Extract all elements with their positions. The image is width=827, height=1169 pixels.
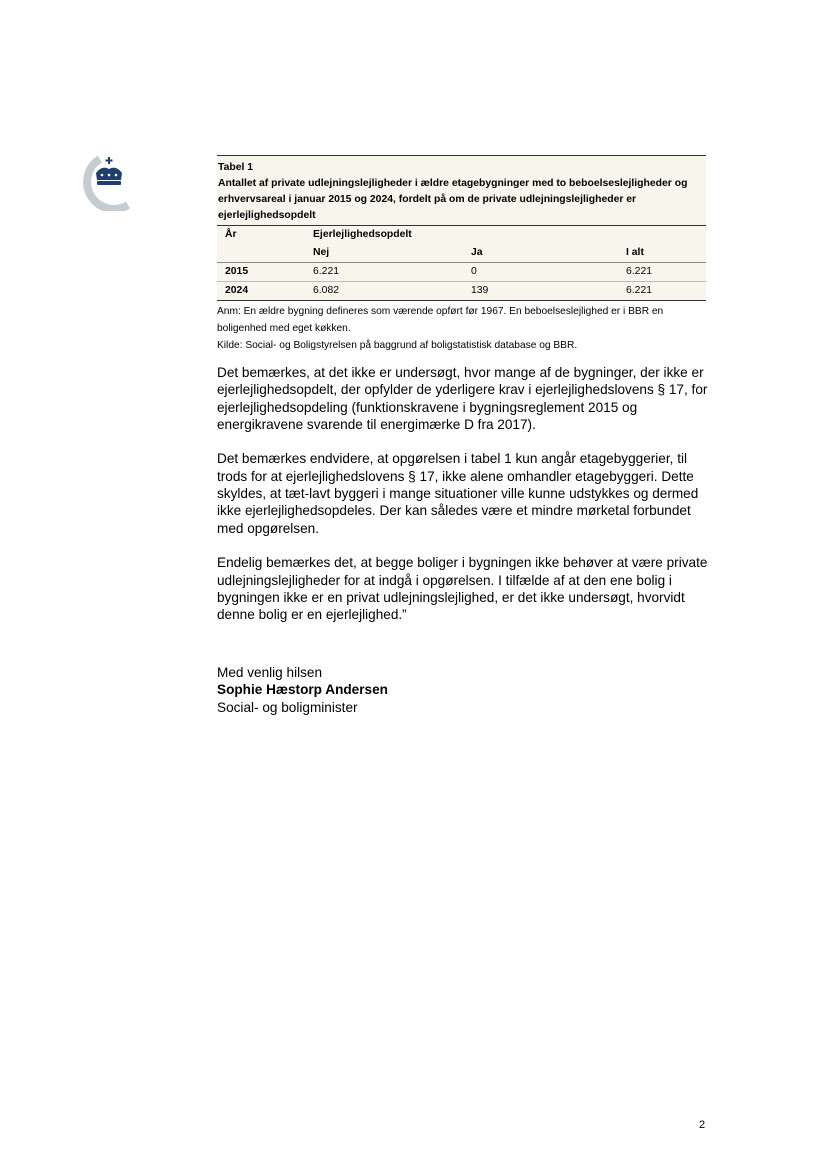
table-row bbox=[217, 263, 706, 282]
table-block bbox=[217, 155, 706, 354]
row-ialt: 6.221 bbox=[618, 263, 706, 282]
row-ja: 139 bbox=[463, 282, 618, 301]
greeting: Med venlig hilsen bbox=[217, 665, 323, 680]
signatory-name: Sophie Hæstorp Andersen bbox=[217, 682, 388, 698]
signatory-title: Social- og boligminister bbox=[217, 699, 358, 715]
header-year: År bbox=[225, 229, 237, 240]
table-notes bbox=[217, 303, 706, 354]
signature-block bbox=[217, 664, 388, 716]
row-nej: 6.221 bbox=[305, 263, 463, 282]
subheader-ialt: I alt bbox=[618, 244, 706, 263]
row-year: 2024 bbox=[217, 282, 305, 301]
paragraph: Det bemærkes, at det ikke er undersøgt, hvor mange af de bygninger, der ikke er ejerlejlighedsopdelt, der opfylder de yderligere krav i ejerlejlighedslovens § 17, for ejerlejlighedsopdeling (funktionskravene i bygningsreglement 2015 og energikravene svarende til energimærke D fra 2017). bbox=[217, 365, 708, 432]
table-row bbox=[217, 282, 706, 301]
row-nej: 6.082 bbox=[305, 282, 463, 301]
table-subheader-row bbox=[217, 244, 706, 263]
row-year: 2015 bbox=[217, 263, 305, 282]
table-label: Tabel 1 bbox=[218, 162, 254, 173]
table-header-row bbox=[217, 226, 706, 244]
paragraph: Det bemærkes endvidere, at opgørelsen i tabel 1 kun angår etagebyggerier, til trods for at ejerlejlighedslovens § 17, ikke alene omhandler etagebyggeri. Dette skyldes, at tæt-lavt byggeri i mange situationer ville kunne udstykkes og dermed ikke ejerlejlighedsopdeles. Der kan således være et mindre mørketal forbundet med opgørelsen. bbox=[217, 451, 699, 536]
subheader-nej: Nej bbox=[305, 244, 463, 263]
table-title: Antallet af private udlejningslejligheder i ældre etagebygninger med to beboelseslejligheder og erhvervsareal i januar 2015 og 2024, fordelt på om de private udlejningslejligheder er ejerlejlighedsopdelt bbox=[218, 178, 688, 221]
row-ja: 0 bbox=[463, 263, 618, 282]
row-ialt: 6.221 bbox=[618, 282, 706, 301]
data-table bbox=[217, 226, 706, 301]
header-group: Ejerlejlighedsopdelt bbox=[313, 229, 412, 240]
subheader-ja: Ja bbox=[463, 244, 618, 263]
body-text bbox=[217, 364, 709, 641]
ministry-crown-logo bbox=[76, 153, 132, 211]
paragraph: Endelig bemærkes det, at begge boliger i bygningen ikke behøver at være private udlejningslejligheder for at indgå i opgørelsen. I tilfælde af at den ene bolig i bygningen ikke er en privat udlejningslejlighed, er det ikke undersøgt, hvorvidt denne bolig er en ejerlejlighed.” bbox=[217, 555, 708, 623]
table-source: Kilde: Social- og Boligstyrelsen på baggrund af boligstatistisk database og BBR. bbox=[217, 340, 578, 351]
page-number: 2 bbox=[699, 1119, 706, 1131]
table-note: Anm: En ældre bygning defineres som værende opført før 1967. En beboelseslejlighed er i BBR en boligenhed med eget køkken. bbox=[217, 306, 664, 334]
table-caption bbox=[217, 156, 706, 225]
